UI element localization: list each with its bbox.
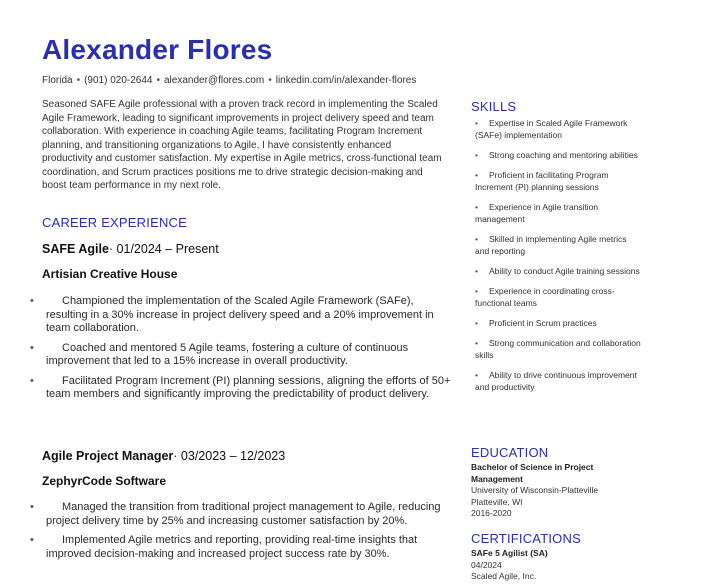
certifications-section	[471, 531, 641, 583]
skill-item: • Skilled in implementing Agile metrics and reporting	[471, 233, 641, 257]
bullet-dot-icon	[30, 295, 46, 309]
job-title-2	[42, 449, 285, 463]
bullet-text: Facilitated Program Increment (PI) planning sessions, aligning the efforts of 50+ team members and significantly improving the predictability of product delivery.	[46, 374, 451, 400]
school: University of Wisconsin-Platteville	[471, 485, 599, 495]
bullet-text: Championed the implementation of the Scaled Agile Framework (SAFe), resulting in a 30% increase in project delivery speed and a 20% improvement in team collaboration.	[46, 295, 434, 334]
separator-dot: •	[156, 75, 160, 86]
certification-name: SAFe 5 Agilist (SA)	[471, 548, 548, 558]
job-bullet	[46, 501, 454, 528]
education-dates: 2016-2020	[471, 508, 512, 518]
linkedin-link[interactable]: linkedin.com/in/alexander-flores	[275, 75, 417, 86]
job-bullet	[46, 534, 454, 561]
bullet-dot-icon	[30, 501, 46, 515]
skill-item: • Experience in coordinating cross-functional teams	[471, 285, 641, 309]
job-role: Agile Project Manager	[42, 449, 174, 463]
skill-item: • Ability to conduct Agile training sessions	[471, 265, 641, 277]
bullet-text: Coached and mentored 5 Agile teams, fostering a culture of continuous improvement that led to a 15% increase in overall productivity.	[46, 341, 409, 367]
skill-item: • Strong coaching and mentoring abilities	[471, 149, 641, 161]
bullet-dot-icon	[30, 534, 46, 548]
bullet-text: Managed the transition from traditional project management to Agile, reducing project delivery time by 25% and increasing customer satisfaction by 20%.	[46, 501, 441, 527]
degree: Bachelor of Science in Project Management	[471, 462, 594, 484]
separator-dot: •	[268, 75, 272, 86]
job-bullet	[46, 342, 454, 369]
candidate-name: Alexander Flores	[42, 34, 273, 65]
separator-dot: •	[76, 75, 81, 86]
skill-item: • Expertise in Scaled Agile Framework (SAFe) implementation	[471, 117, 641, 141]
job-bullets-2	[46, 501, 454, 567]
job-dates: · 01/2024 – Present	[108, 242, 219, 256]
company-name-2: ZephyrCode Software	[42, 474, 167, 488]
job-title-1	[42, 242, 219, 256]
skill-item: • Proficient in Scrum practices	[471, 317, 641, 329]
job-role: SAFE Agile	[42, 242, 109, 256]
phone: (901) 020-2644	[84, 75, 153, 86]
email-link[interactable]: alexander@flores.com	[164, 75, 265, 86]
skills-list	[471, 117, 641, 393]
education-section	[471, 445, 641, 520]
professional-summary: Seasoned SAFE Agile professional with a proven track record in implementing the Scaled Agile Framework, leading to significant improvements in project delivery speed and team collaboration. With experience in coaching Agile teams, facilitating Program Increment planning, and transitioning organizations to Agile, I have consistently enhanced productivity and customer satisfaction. My expertise in Agile metrics, cross-functional team coordination, and Scrum practices positions me to drive strategic decision-making and boost team performance in my next role.	[42, 99, 442, 191]
certification-date: 04/2024	[471, 559, 502, 570]
job-bullet	[46, 375, 454, 402]
certification-issuer: Scaled Agile, Inc.	[471, 571, 537, 581]
company-name-1: Artisian Creative House	[42, 267, 178, 281]
job-bullets-1	[46, 295, 454, 408]
skill-item: • Strong communication and collaboration skills	[471, 337, 641, 361]
skill-item: • Proficient in facilitating Program Increment (PI) planning sessions	[471, 169, 641, 193]
skill-item: • Ability to drive continuous improvement and productivity	[471, 369, 641, 393]
bullet-dot-icon	[30, 375, 46, 389]
job-bullet	[46, 295, 454, 336]
job-dates: · 03/2023 – 12/2023	[173, 449, 286, 463]
certifications-heading: CERTIFICATIONS	[471, 531, 581, 546]
contact-line	[42, 75, 416, 86]
skill-item: • Experience in Agile transition management	[471, 201, 641, 225]
bullet-text: Implemented Agile metrics and reporting, providing real-time insights that improved decision-making and increased project success rate by 30%.	[46, 534, 418, 560]
bullet-dot-icon	[30, 342, 46, 356]
skills-heading: SKILLS	[471, 99, 517, 114]
education-heading: EDUCATION	[471, 445, 549, 460]
skills-section	[471, 99, 641, 401]
school-location: Platteville, WI	[471, 496, 523, 507]
experience-heading: CAREER EXPERIENCE	[42, 215, 187, 230]
location: Florida	[42, 75, 73, 86]
